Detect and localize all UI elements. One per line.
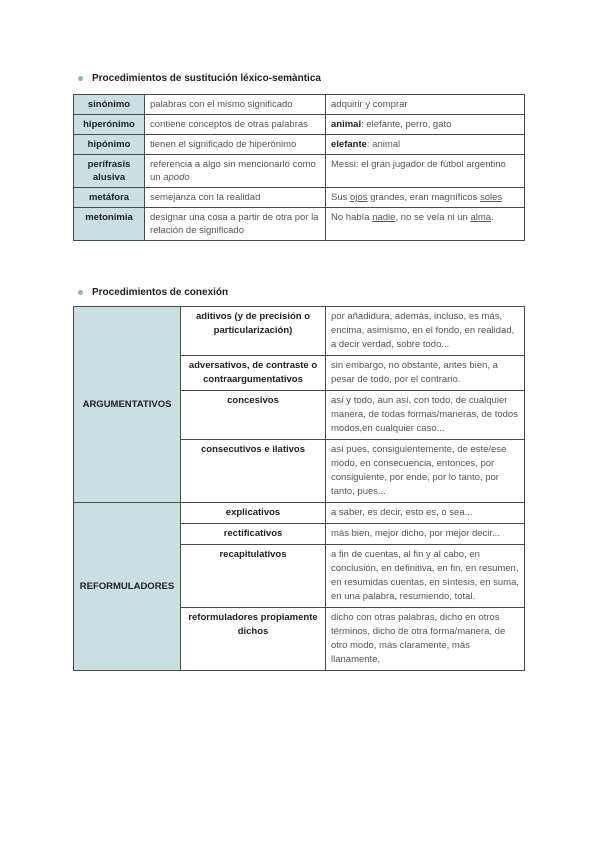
example-underlined: nadie	[372, 212, 396, 223]
table-row	[74, 307, 525, 356]
example-cell: dicho con otras palabras, dicho en otros términos, dicho de otra forma/manera, de otro modo, más claramente, más llanamente,	[326, 608, 525, 671]
conexion-table	[73, 306, 525, 671]
example-text: .	[491, 212, 494, 223]
table-row	[74, 115, 525, 135]
table-row	[74, 155, 525, 188]
table-row	[74, 208, 525, 241]
subtype-cell: rectificativos	[181, 524, 326, 545]
table-row	[74, 95, 525, 115]
group-cell-reformuladores: REFORMULADORES	[74, 503, 181, 671]
example-text: , no se veía ni un	[395, 212, 471, 223]
term-cell: sinónimo	[74, 95, 145, 115]
example-text: : animal	[366, 139, 401, 150]
example-cell: Messi: el gran jugador de fútbol argentino	[326, 155, 525, 188]
definition-text: referencia a algo sin mencionarlo como un	[150, 159, 316, 183]
subtype-cell: consecutivos e ilativos	[181, 440, 326, 503]
example-keyword: elefante	[331, 139, 367, 150]
example-text: No había	[331, 212, 373, 223]
definition-cell: designar una cosa a partir de otra por la relación de significado	[145, 208, 326, 241]
example-cell: adquirir y comprar	[326, 95, 525, 115]
table-row	[74, 503, 525, 524]
definition-cell: tienen el significado de hiperónimo	[145, 135, 326, 155]
subtype-cell: recapitulativos	[181, 545, 326, 608]
section-title-text: Procedimientos de conexión	[92, 287, 229, 298]
subtype-cell: explicativos	[181, 503, 326, 524]
sustitucion-table	[73, 94, 525, 241]
subtype-cell: reformuladores propiamente dichos	[181, 608, 326, 671]
example-underlined: soles	[479, 192, 503, 203]
example-text: grandes, eran magníficos	[367, 192, 480, 203]
subtype-cell: adversativos, de contraste o contraargumentativos	[181, 356, 326, 391]
example-cell: así pues, consiguientemente, de este/ese modo, en consecuencia, entonces, por consiguiente, por ende, por lo tanto, por tanto, pues...	[326, 440, 525, 503]
term-cell: metonimia	[74, 208, 145, 241]
example-cell	[326, 188, 525, 208]
example-underlined: ojos	[350, 192, 368, 203]
example-cell	[326, 115, 525, 135]
subtype-cell: aditivos (y de precisión o particularización)	[181, 307, 326, 356]
example-cell: así y todo, aun así, con todo, de cualquier manera, de todas formas/maneras, de todos modos,en cualquier caso...	[326, 391, 525, 440]
table-row	[74, 135, 525, 155]
group-cell-argumentativos: ARGUMENTATIVOS	[74, 307, 181, 503]
example-cell: por añadidura, además, incluso, es más, encima, asimismo, en el fondo, en realidad, a decir verdad, sobre todo...	[326, 307, 525, 356]
definition-cell: palabras con el mismo significado	[145, 95, 326, 115]
example-cell: a saber, es decir, esto es, o sea...	[326, 503, 525, 524]
example-underlined: alma	[470, 212, 492, 223]
bullet-icon	[78, 76, 83, 81]
example-keyword: animal	[331, 119, 362, 130]
example-text: Sus	[331, 192, 351, 203]
example-cell: a fin de cuentas, al fin y al cabo, en conclusión, en definitiva, en fin, en resumen, en resumidas cuentas, en síntesis, en suma, en una palabra, resumiendo, total.	[326, 545, 525, 608]
bullet-icon	[78, 290, 83, 295]
section-title-conexion	[92, 287, 228, 298]
section-title-sustitucion	[92, 73, 321, 84]
term-cell: metáfora	[74, 188, 145, 208]
example-cell: sin embargo, no obstante, antes bien, a pesar de todo, por el contrario.	[326, 356, 525, 391]
table-row	[74, 188, 525, 208]
definition-emphasis: apodo	[163, 172, 190, 183]
example-cell	[326, 208, 525, 241]
definition-cell: contiene conceptos de otras palabras	[145, 115, 326, 135]
definition-cell	[145, 155, 326, 188]
example-cell: más bien, mejor dicho, por mejor decir...	[326, 524, 525, 545]
definition-cell: semejanza con la realidad	[145, 188, 326, 208]
term-cell: hiperónimo	[74, 115, 145, 135]
term-cell: perífrasis alusiva	[74, 155, 145, 188]
term-cell: hipónimo	[74, 135, 145, 155]
subtype-cell: concesivos	[181, 391, 326, 440]
section-title-text: Procedimientos de sustitución léxico-semàntica	[92, 73, 321, 84]
example-text: : elefante, perro, gato	[361, 119, 452, 130]
example-cell	[326, 135, 525, 155]
